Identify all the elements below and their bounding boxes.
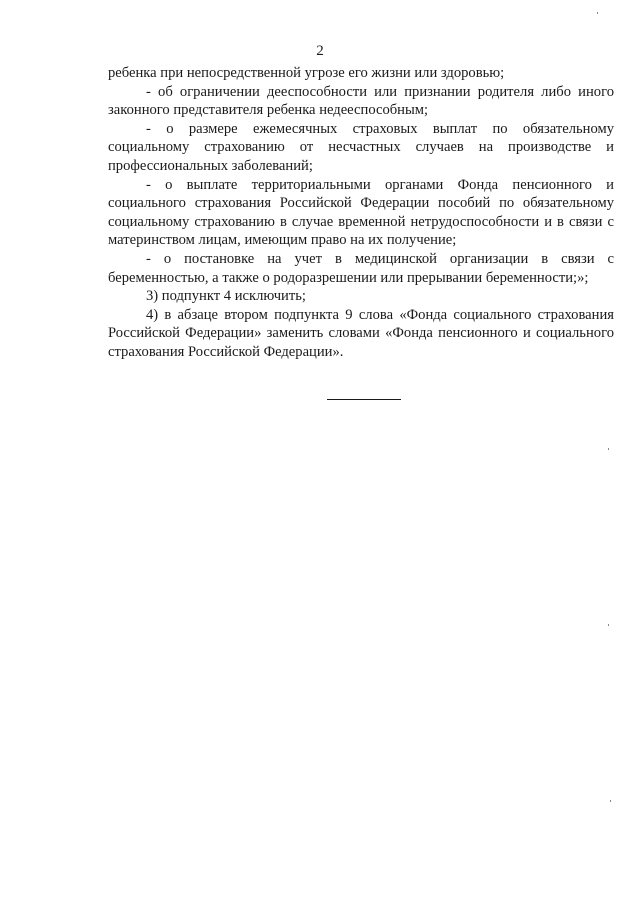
scan-speck bbox=[597, 12, 598, 14]
paragraph-insurance-payments: - о размере ежемесячных страховых выплат по обязательному социальному страхованию от несчастных случаев на производстве и профессиональных заболеваний; bbox=[108, 120, 614, 174]
page-number: 2 bbox=[316, 43, 324, 59]
paragraph-pregnancy-registration: - о постановке на учет в медицинской организации в связи с беременностью, а также о родоразрешении или прерывании беременности;»; bbox=[108, 250, 614, 286]
document-body bbox=[108, 64, 614, 362]
paragraph-continuation: ребенка при непосредственной угрозе его жизни или здоровью; bbox=[108, 65, 505, 81]
end-rule bbox=[327, 399, 401, 400]
paragraph-item-4: 4) в абзаце втором подпункта 9 слова «Фонда социального страхования Российской Федерации» заменить словами «Фонда пенсионного и социального страхования Российской Федерации». bbox=[108, 306, 614, 360]
scan-speck bbox=[608, 624, 609, 626]
paragraph-benefits-payment: - о выплате территориальными органами Фонда пенсионного и социального страхования Российской Федерации пособий по обязательному социальному страхованию в случае временной нетрудоспособности и в связи с материнством лицам, имеющим право на их получение; bbox=[108, 176, 614, 249]
scan-speck bbox=[608, 448, 609, 450]
paragraph-incapacity: - об ограничении дееспособности или признании родителя либо иного законного представителя ребенка недееспособным; bbox=[108, 83, 614, 119]
paragraph-item-3: 3) подпункт 4 исключить; bbox=[146, 288, 306, 305]
scan-speck bbox=[610, 800, 611, 802]
